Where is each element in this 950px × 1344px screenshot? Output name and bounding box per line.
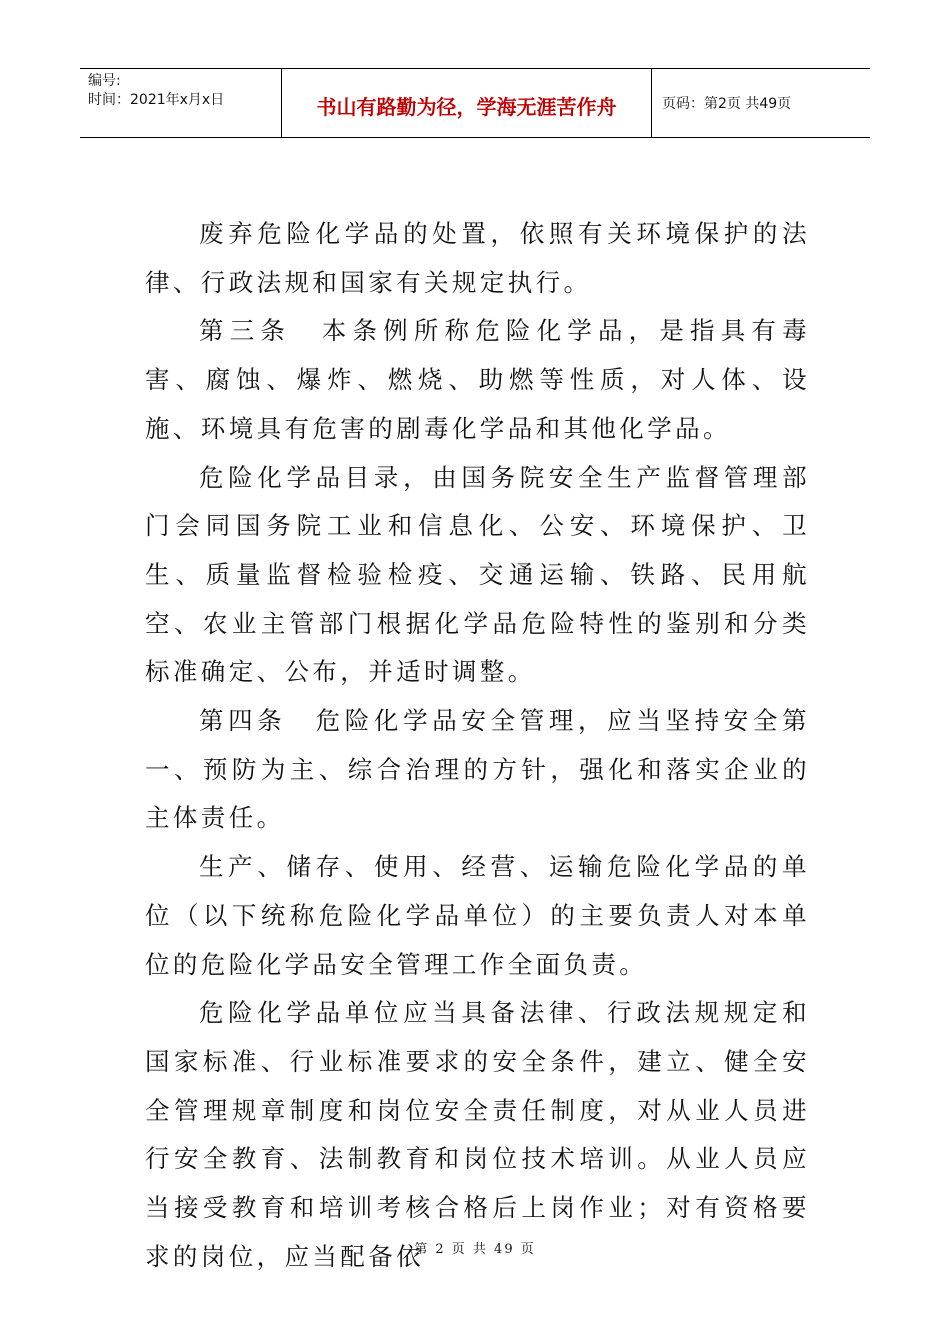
time-label: 时间：2021年x月x日 [88,92,225,108]
page-footer: 第 2 页 共 49 页 [414,1242,536,1257]
paragraph: 生产、储存、使用、经营、运输危险化学品的单位（以下统称危险化学品单位）的主要负责人对本单位的危险化学品安全管理工作全面负责。 [145,852,810,979]
paragraph: 危险化学品目录，由国务院安全生产监督管理部门会同国务院工业和信息化、公安、环境保护、卫生、质量监督检验检疫、交通运输、铁路、民用航空、农业主管部门根据化学品危险特性的鉴别和分类标准确定、公布，并适时调整。 [145,462,810,687]
page-header [80,68,870,138]
header-meta [80,69,282,137]
paragraph: 第三条 本条例所称危险化学品，是指具有毒害、腐蚀、爆炸、燃烧、助燃等性质，对人体、设施、环境具有危害的剧毒化学品和其他化学品。 [145,316,810,443]
paragraph: 危险化学品单位应当具备法律、行政法规规定和国家标准、行业标准要求的安全条件，建立、健全安全管理规章制度和岗位安全责任制度，对从业人员进行安全教育、法制教育和岗位技术培训。从业人员应当接受教育和培训考核合格后上岗作业；对有资格要求的岗位，应当配备依 [145,998,810,1271]
paragraph: 第四条 危险化学品安全管理，应当坚持安全第一、预防为主、综合治理的方针，强化和落实企业的主体责任。 [145,706,810,833]
paragraph: 废弃危险化学品的处置，依照有关环境保护的法律、行政法规和国家有关规定执行。 [145,219,810,297]
header-motto: 书山有路勤为径，学海无涯苦作舟 [282,69,652,137]
number-label: 编号: [88,73,121,89]
document-body [145,210,810,1281]
header-page-info: 页码：第2页 共49页 [662,96,792,112]
